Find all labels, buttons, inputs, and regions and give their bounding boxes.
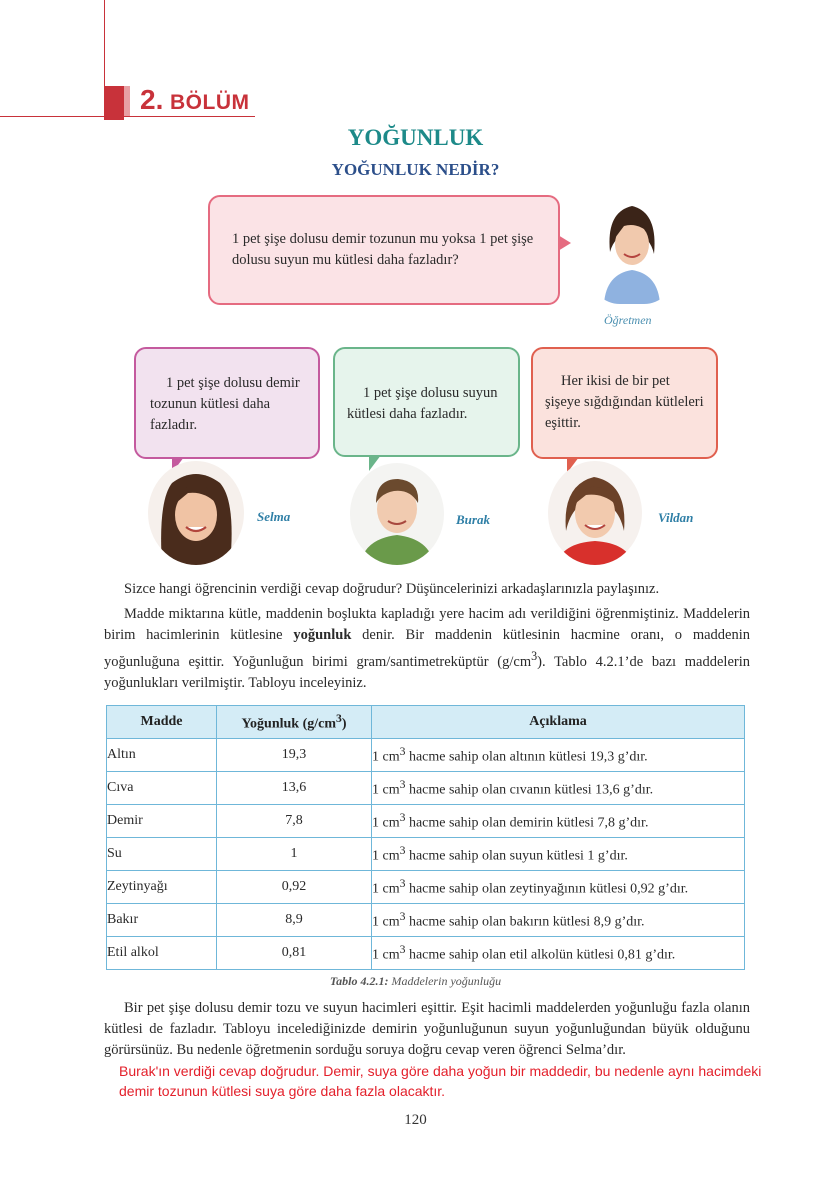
- header-yogunluk: Yoğunluk $(g/cm^3)$: [217, 706, 372, 739]
- margin-horizontal-rule: [0, 116, 255, 117]
- teacher-label: Öğretmen: [604, 313, 652, 327]
- chapter-number: 2.: [140, 84, 164, 115]
- definition-text-c: ). Tablo 4.2.1’de bazı maddelerin yoğunlukları verilmiştir. Tabloyu inceleyiniz.: [104, 653, 750, 691]
- conclusion-paragraph: [104, 998, 750, 1061]
- cell-aciklama: 1 $cm^3$ hacme sahip olan cıvanın kütlesi 13,6 g’dır.: [372, 772, 745, 805]
- chapter-label: BÖLÜM: [170, 91, 250, 114]
- handwritten-answer-note: Burak'ın verdiği cevap doğrudur. Demir, suya göre daha yoğun bir maddedir, bu nedenle aynı hacimdeki demir tozunun kütlesi suya göre daha fazla olacaktır.: [119, 1063, 762, 1099]
- cell-madde: Cıva: [107, 772, 217, 805]
- cell-madde: Etil alkol: [107, 937, 217, 970]
- cell-madde: Bakır: [107, 904, 217, 937]
- vildan-name: Vildan: [658, 510, 694, 525]
- definition-paragraph: [104, 604, 750, 694]
- cell-yogunluk: 8,9: [217, 904, 372, 937]
- teacher-speech-bubble: [208, 195, 560, 305]
- burak-portrait-icon: [350, 463, 444, 565]
- cell-madde: Su: [107, 838, 217, 871]
- cell-aciklama: 1 $cm^3$ hacme sahip olan altının kütlesi 19,3 g’dır.: [372, 739, 745, 772]
- table-row: [107, 739, 745, 772]
- teacher-question: 1 pet şişe dolusu demir tozunun mu yoksa 1 pet şişe dolusu suyun mu kütlesi daha fazladır?: [232, 231, 534, 268]
- cell-yogunluk: 0,92: [217, 871, 372, 904]
- table-row: [107, 937, 745, 970]
- selma-avatar: [148, 461, 244, 565]
- table-row: [107, 904, 745, 937]
- chapter-marker-shade: [124, 86, 130, 116]
- vildan-speech-bubble: [531, 347, 718, 459]
- selma-speech-bubble: [134, 347, 320, 459]
- page-title: YOĞUNLUK: [347, 125, 484, 150]
- definition-text-a: Madde miktarına kütle, maddenin boşlukta kapladığı yere hacim adı verildiğini öğrenmiştiniz. Maddelerin birim hacimlerinin kütlesine: [104, 606, 750, 643]
- cell-aciklama: 1 $cm^3$ hacme sahip olan suyun kütlesi 1 g’dır.: [372, 838, 745, 871]
- burak-name: Burak: [456, 512, 490, 527]
- burak-avatar: [350, 463, 444, 565]
- vildan-answer: Her ikisi de bir pet şişeye sığdığından kütleleri eşittir.: [545, 373, 704, 431]
- cell-aciklama: 1 $cm^3$ hacme sahip olan bakırın kütlesi 8,9 g’dır.: [372, 904, 745, 937]
- selma-name: Selma: [257, 509, 291, 524]
- cell-madde: Zeytinyağı: [107, 871, 217, 904]
- cell-yogunluk: 7,8: [217, 805, 372, 838]
- question-text: Sizce hangi öğrencinin verdiği cevap doğrudur? Düşüncelerinizi arkadaşlarınızla paylaşınız.: [124, 581, 660, 597]
- table-row: [107, 838, 745, 871]
- caption-label: Tablo 4.2.1:: [329, 974, 389, 988]
- table-row: [107, 772, 745, 805]
- selma-answer: 1 pet şişe dolusu demir tozunun kütlesi daha fazladır.: [150, 375, 300, 433]
- question-paragraph: [104, 579, 750, 600]
- page-subtitle: YOĞUNLUK NEDİR?: [331, 160, 500, 179]
- cell-madde: Altın: [107, 739, 217, 772]
- cell-aciklama: 1 $cm^3$ hacme sahip olan demirin kütlesi 7,8 g’dır.: [372, 805, 745, 838]
- teacher-avatar: [590, 196, 674, 304]
- vildan-avatar: [548, 461, 642, 565]
- table-caption: [0, 974, 831, 989]
- chapter-marker: [104, 86, 124, 120]
- unit-superscript: 3: [531, 649, 538, 663]
- cell-yogunluk: 13,6: [217, 772, 372, 805]
- definition-text-b: denir. Bir maddenin kütlesinin hacmine oranı, o maddenin yoğunluğuna eşittir. Yoğunluğun birimi gram/santimetreküptür (g/cm: [104, 627, 750, 670]
- density-term: yoğunluk: [293, 627, 352, 643]
- table-header-row: [107, 706, 745, 739]
- conclusion-text: Bir pet şişe dolusu demir tozu ve suyun hacimleri eşittir. Eşit hacimli maddelerden yoğunluğu fazla olanın kütlesi de fazladır. Tabloyu incelediğinizde demirin yoğunluğunun suyun yoğunluğundan büyük olduğunu görürsünüz. Bu nedenle öğretmenin sorduğu soruya doğru cevap veren öğrenci Selma’dır.: [104, 1000, 750, 1058]
- cell-yogunluk: 19,3: [217, 739, 372, 772]
- cell-madde: Demir: [107, 805, 217, 838]
- teacher-portrait-icon: [590, 196, 674, 304]
- table-row: [107, 871, 745, 904]
- page-number: 120: [404, 1112, 427, 1128]
- burak-speech-bubble: [333, 347, 520, 457]
- header-aciklama: Açıklama: [372, 706, 745, 739]
- vildan-portrait-icon: [548, 461, 642, 565]
- cell-yogunluk: 1: [217, 838, 372, 871]
- burak-answer: 1 pet şişe dolusu suyun kütlesi daha fazladır.: [347, 385, 498, 422]
- cell-aciklama: 1 $cm^3$ hacme sahip olan zeytinyağının kütlesi 0,92 g’dır.: [372, 871, 745, 904]
- bubble-tail: [558, 235, 571, 251]
- header-madde: Madde: [107, 706, 217, 739]
- cell-aciklama: 1 $cm^3$ hacme sahip olan etil alkolün kütlesi 0,81 g’dır.: [372, 937, 745, 970]
- cell-yogunluk: 0,81: [217, 937, 372, 970]
- table-row: [107, 805, 745, 838]
- density-table: [106, 705, 745, 970]
- caption-text: Maddelerin yoğunluğu: [388, 974, 502, 988]
- selma-portrait-icon: [148, 461, 244, 565]
